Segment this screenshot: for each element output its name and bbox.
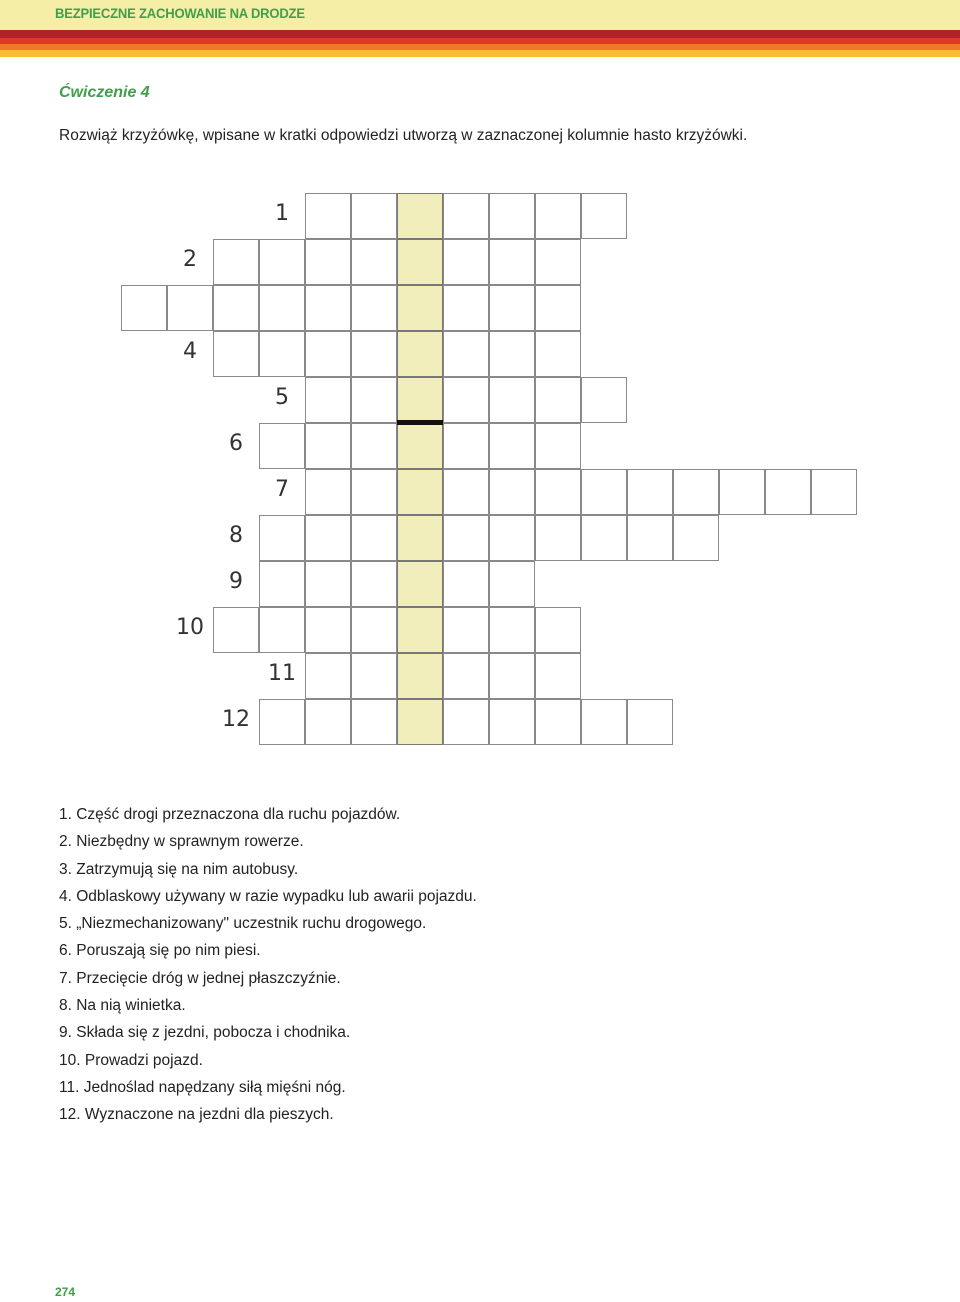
crossword-cell[interactable] <box>305 699 351 745</box>
crossword-cell[interactable] <box>259 515 305 561</box>
crossword-cell[interactable] <box>673 515 719 561</box>
crossword-cell[interactable] <box>443 607 489 653</box>
crossword-cell[interactable] <box>259 423 305 469</box>
clue-item: 8. Na nią winietka. <box>59 997 186 1015</box>
crossword-cell[interactable] <box>811 469 857 515</box>
crossword-cell[interactable] <box>351 193 397 239</box>
clue-item: 5. „Niezmechanizowany" uczestnik ruchu drogowego. <box>59 915 427 933</box>
clue-item: 11. Jednoślad napędzany siłą mięśni nóg. <box>59 1078 346 1096</box>
crossword-key-cell[interactable] <box>397 423 443 469</box>
crossword-cell[interactable] <box>443 469 489 515</box>
crossword-cell[interactable] <box>259 607 305 653</box>
crossword-key-cell[interactable] <box>397 699 443 745</box>
crossword-cell[interactable] <box>489 607 535 653</box>
clue-item: 1. Część drogi przeznaczona dla ruchu pojazdów. <box>59 806 401 823</box>
crossword-row-number: 2 <box>183 247 197 272</box>
crossword-cell[interactable] <box>535 607 581 653</box>
crossword-cell[interactable] <box>765 469 811 515</box>
crossword-key-cell[interactable] <box>397 331 443 377</box>
crossword-cell[interactable] <box>535 193 581 239</box>
crossword-cell[interactable] <box>443 331 489 377</box>
crossword-row-number: 7 <box>275 477 289 502</box>
crossword-row-number: 5 <box>275 385 289 410</box>
crossword-cell[interactable] <box>673 469 719 515</box>
clue-item: 12. Wyznaczone na jezdni dla pieszych. <box>59 1106 334 1124</box>
crossword-key-cell[interactable] <box>397 193 443 239</box>
crossword-key-cell[interactable] <box>397 469 443 515</box>
crossword-cell[interactable] <box>305 561 351 607</box>
crossword-cell[interactable] <box>351 239 397 285</box>
crossword-cell[interactable] <box>489 653 535 699</box>
crossword-cell[interactable] <box>259 239 305 285</box>
crossword-cell[interactable] <box>305 193 351 239</box>
crossword-cell[interactable] <box>213 331 259 377</box>
crossword-cell[interactable] <box>351 699 397 745</box>
crossword-cell[interactable] <box>305 607 351 653</box>
crossword-cell[interactable] <box>305 331 351 377</box>
crossword-cell[interactable] <box>213 607 259 653</box>
crossword-cell[interactable] <box>535 331 581 377</box>
crossword-cell[interactable] <box>581 469 627 515</box>
crossword-cell[interactable] <box>489 515 535 561</box>
crossword-cell[interactable] <box>259 561 305 607</box>
exercise-instruction: Rozwiąż krzyżówkę, wpisane w kratki odpowiedzi utworzą w zaznaczonej kolumnie hasto krzyżówki. <box>59 127 748 144</box>
crossword-cell[interactable] <box>167 285 213 331</box>
crossword-cell[interactable] <box>719 469 765 515</box>
crossword-row-number: 9 <box>229 569 243 594</box>
crossword-cell[interactable] <box>489 561 535 607</box>
crossword-cell[interactable] <box>351 423 397 469</box>
crossword-cell[interactable] <box>627 515 673 561</box>
crossword-cell[interactable] <box>121 285 167 331</box>
crossword-cell[interactable] <box>351 607 397 653</box>
crossword-cell[interactable] <box>627 699 673 745</box>
section-title: BEZPIECZNE ZACHOWANIE NA DRODZE <box>55 5 305 21</box>
crossword-cell[interactable] <box>351 469 397 515</box>
crossword-cell[interactable] <box>259 285 305 331</box>
crossword-cell[interactable] <box>213 285 259 331</box>
exercise-title: Ćwiczenie 4 <box>59 84 150 101</box>
crossword-cell[interactable] <box>443 193 489 239</box>
crossword-cell[interactable] <box>535 653 581 699</box>
crossword-cell[interactable] <box>213 239 259 285</box>
crossword-cell[interactable] <box>627 469 673 515</box>
page-number: 274 <box>55 1285 76 1299</box>
crossword-cell[interactable] <box>305 653 351 699</box>
clue-list <box>59 806 477 1134</box>
crossword-cell[interactable] <box>259 699 305 745</box>
crossword-cell[interactable] <box>351 515 397 561</box>
crossword-cell[interactable] <box>489 331 535 377</box>
crossword-key-cell[interactable] <box>397 653 443 699</box>
crossword-cell[interactable] <box>535 469 581 515</box>
crossword-cell[interactable] <box>443 699 489 745</box>
crossword-cell[interactable] <box>443 561 489 607</box>
crossword-cell[interactable] <box>489 423 535 469</box>
crossword-cell[interactable] <box>351 285 397 331</box>
crossword-cell[interactable] <box>581 377 627 423</box>
crossword-key-cell[interactable] <box>397 607 443 653</box>
crossword-cell[interactable] <box>581 193 627 239</box>
crossword-key-cell[interactable] <box>397 285 443 331</box>
clue-item: 7. Przecięcie dróg w jednej płaszczyźnie. <box>59 969 341 987</box>
crossword-key-cell[interactable] <box>397 515 443 561</box>
crossword-cell[interactable] <box>443 515 489 561</box>
crossword-cell[interactable] <box>305 239 351 285</box>
crossword-cell[interactable] <box>535 515 581 561</box>
crossword-cell[interactable] <box>535 285 581 331</box>
crossword-cell[interactable] <box>535 423 581 469</box>
crossword-key-cell[interactable] <box>397 561 443 607</box>
crossword-cell[interactable] <box>581 515 627 561</box>
clue-item: 10. Prowadzi pojazd. <box>59 1051 203 1069</box>
crossword-row-number: 11 <box>268 661 296 686</box>
crossword-cell[interactable] <box>489 285 535 331</box>
crossword-cell[interactable] <box>351 331 397 377</box>
crossword-cell[interactable] <box>489 239 535 285</box>
crossword-row-number: 8 <box>229 523 243 548</box>
clue-item: 6. Poruszają się po nim piesi. <box>59 942 261 960</box>
crossword-cell[interactable] <box>351 377 397 423</box>
crossword-row-number: 12 <box>222 707 250 732</box>
crossword-row-number: 1 <box>275 201 289 226</box>
crossword-cell[interactable] <box>305 285 351 331</box>
crossword-cell[interactable] <box>351 653 397 699</box>
crossword-cell[interactable] <box>443 653 489 699</box>
crossword-cell[interactable] <box>489 193 535 239</box>
crossword-row-number: 4 <box>183 339 197 364</box>
clue-item: 2. Niezbędny w sprawnym rowerze. <box>59 833 304 851</box>
crossword-cell[interactable] <box>489 699 535 745</box>
crossword-row-number: 10 <box>176 615 204 640</box>
crossword-cell[interactable] <box>443 377 489 423</box>
crossword-cell[interactable] <box>259 331 305 377</box>
crossword-cell[interactable] <box>489 377 535 423</box>
clue-item: 3. Zatrzymują się na nim autobusy. <box>59 860 299 878</box>
crossword-row-number: 6 <box>229 431 243 456</box>
crossword-cell[interactable] <box>305 469 351 515</box>
crossword-cell[interactable] <box>535 377 581 423</box>
crossword-key-cell[interactable] <box>397 377 443 423</box>
crossword-cell[interactable] <box>489 469 535 515</box>
crossword-cell[interactable] <box>443 423 489 469</box>
crossword-cell[interactable] <box>581 699 627 745</box>
crossword-cell[interactable] <box>305 423 351 469</box>
crossword-cell[interactable] <box>443 239 489 285</box>
crossword-cell[interactable] <box>305 515 351 561</box>
clue-item: 9. Składa się z jezdni, pobocza i chodnika. <box>59 1024 351 1042</box>
clue-item: 4. Odblaskowy używany w razie wypadku lub awarii pojazdu. <box>59 887 477 905</box>
crossword-key-cell[interactable] <box>397 239 443 285</box>
crossword-cell[interactable] <box>443 285 489 331</box>
crossword-key-divider <box>397 420 443 425</box>
crossword-cell[interactable] <box>305 377 351 423</box>
crossword-cell[interactable] <box>535 699 581 745</box>
crossword-cell[interactable] <box>535 239 581 285</box>
crossword-cell[interactable] <box>351 561 397 607</box>
